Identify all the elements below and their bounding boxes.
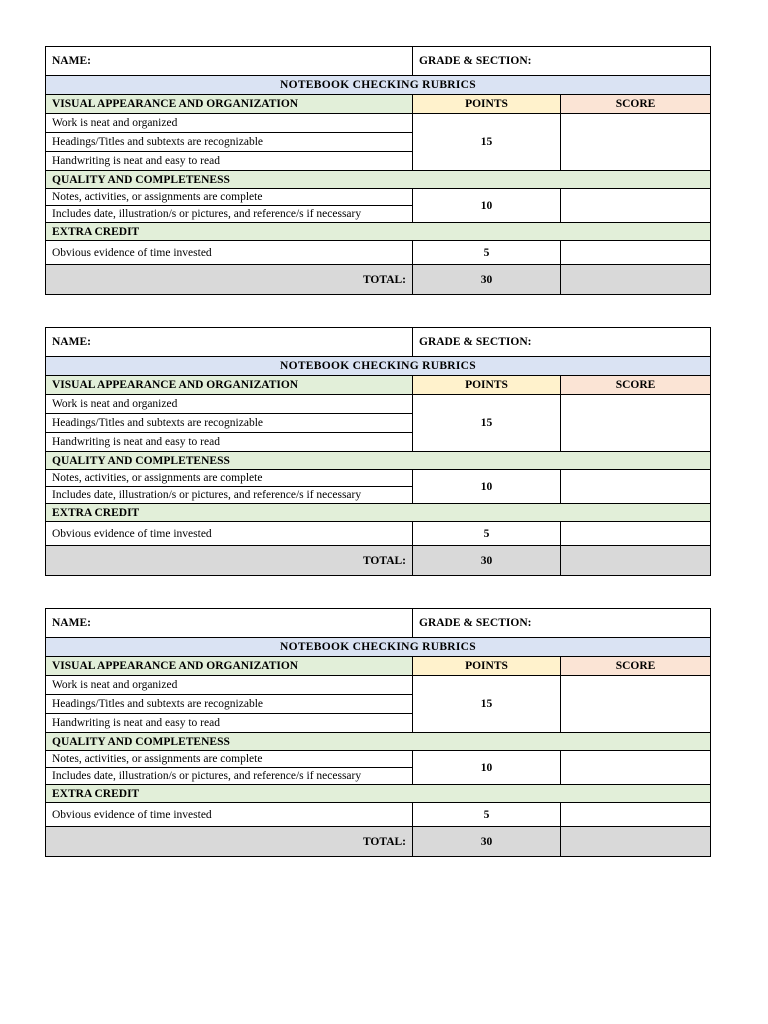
total-label: TOTAL: <box>46 827 413 857</box>
section-header-visual: VISUAL APPEARANCE AND ORGANIZATION <box>46 95 413 114</box>
score-cell[interactable] <box>561 114 711 171</box>
section-header-quality: QUALITY AND COMPLETENESS <box>46 733 711 751</box>
score-header: SCORE <box>561 657 711 676</box>
score-cell[interactable] <box>561 751 711 785</box>
points-value: 5 <box>413 803 561 827</box>
rubric-table-1 <box>45 46 711 295</box>
score-header: SCORE <box>561 376 711 395</box>
criterion-item: Work is neat and organized <box>46 114 413 133</box>
criterion-item: Includes date, illustration/s or pictures, and reference/s if necessary <box>46 487 413 504</box>
total-points: 30 <box>413 546 561 576</box>
points-value: 15 <box>413 676 561 733</box>
section-header-extra: EXTRA CREDIT <box>46 785 711 803</box>
total-score-cell[interactable] <box>561 265 711 295</box>
criterion-item: Includes date, illustration/s or pictures, and reference/s if necessary <box>46 768 413 785</box>
grade-section-label: GRADE & SECTION: <box>413 609 711 638</box>
criterion-item: Work is neat and organized <box>46 395 413 414</box>
points-header: POINTS <box>413 95 561 114</box>
criterion-item: Notes, activities, or assignments are complete <box>46 470 413 487</box>
section-header-visual: VISUAL APPEARANCE AND ORGANIZATION <box>46 657 413 676</box>
section-header-quality: QUALITY AND COMPLETENESS <box>46 452 711 470</box>
total-score-cell[interactable] <box>561 827 711 857</box>
criterion-item: Handwriting is neat and easy to read <box>46 152 413 171</box>
criterion-item: Headings/Titles and subtexts are recognizable <box>46 695 413 714</box>
points-value: 10 <box>413 189 561 223</box>
rubric-table-2 <box>45 327 711 576</box>
name-label: NAME: <box>46 609 413 638</box>
points-value: 5 <box>413 522 561 546</box>
points-value: 10 <box>413 470 561 504</box>
points-value: 5 <box>413 241 561 265</box>
score-cell[interactable] <box>561 803 711 827</box>
total-points: 30 <box>413 827 561 857</box>
criterion-item: Notes, activities, or assignments are complete <box>46 751 413 768</box>
total-score-cell[interactable] <box>561 546 711 576</box>
score-header: SCORE <box>561 95 711 114</box>
grade-section-label: GRADE & SECTION: <box>413 47 711 76</box>
score-cell[interactable] <box>561 241 711 265</box>
points-value: 15 <box>413 114 561 171</box>
criterion-item: Headings/Titles and subtexts are recognizable <box>46 133 413 152</box>
points-value: 10 <box>413 751 561 785</box>
score-cell[interactable] <box>561 470 711 504</box>
section-header-extra: EXTRA CREDIT <box>46 223 711 241</box>
points-value: 15 <box>413 395 561 452</box>
rubric-title: NOTEBOOK CHECKING RUBRICS <box>46 638 711 657</box>
total-label: TOTAL: <box>46 265 413 295</box>
criterion-item: Headings/Titles and subtexts are recognizable <box>46 414 413 433</box>
criterion-item: Obvious evidence of time invested <box>46 803 413 827</box>
grade-section-label: GRADE & SECTION: <box>413 328 711 357</box>
points-header: POINTS <box>413 657 561 676</box>
section-header-extra: EXTRA CREDIT <box>46 504 711 522</box>
rubric-title: NOTEBOOK CHECKING RUBRICS <box>46 357 711 376</box>
criterion-item: Handwriting is neat and easy to read <box>46 433 413 452</box>
points-header: POINTS <box>413 376 561 395</box>
score-cell[interactable] <box>561 395 711 452</box>
name-label: NAME: <box>46 47 413 76</box>
criterion-item: Handwriting is neat and easy to read <box>46 714 413 733</box>
total-label: TOTAL: <box>46 546 413 576</box>
section-header-visual: VISUAL APPEARANCE AND ORGANIZATION <box>46 376 413 395</box>
score-cell[interactable] <box>561 189 711 223</box>
criterion-item: Obvious evidence of time invested <box>46 241 413 265</box>
criterion-item: Work is neat and organized <box>46 676 413 695</box>
criterion-item: Obvious evidence of time invested <box>46 522 413 546</box>
rubric-table-3 <box>45 608 711 857</box>
section-header-quality: QUALITY AND COMPLETENESS <box>46 171 711 189</box>
criterion-item: Includes date, illustration/s or pictures, and reference/s if necessary <box>46 206 413 223</box>
criterion-item: Notes, activities, or assignments are complete <box>46 189 413 206</box>
rubric-title: NOTEBOOK CHECKING RUBRICS <box>46 76 711 95</box>
score-cell[interactable] <box>561 676 711 733</box>
name-label: NAME: <box>46 328 413 357</box>
total-points: 30 <box>413 265 561 295</box>
score-cell[interactable] <box>561 522 711 546</box>
